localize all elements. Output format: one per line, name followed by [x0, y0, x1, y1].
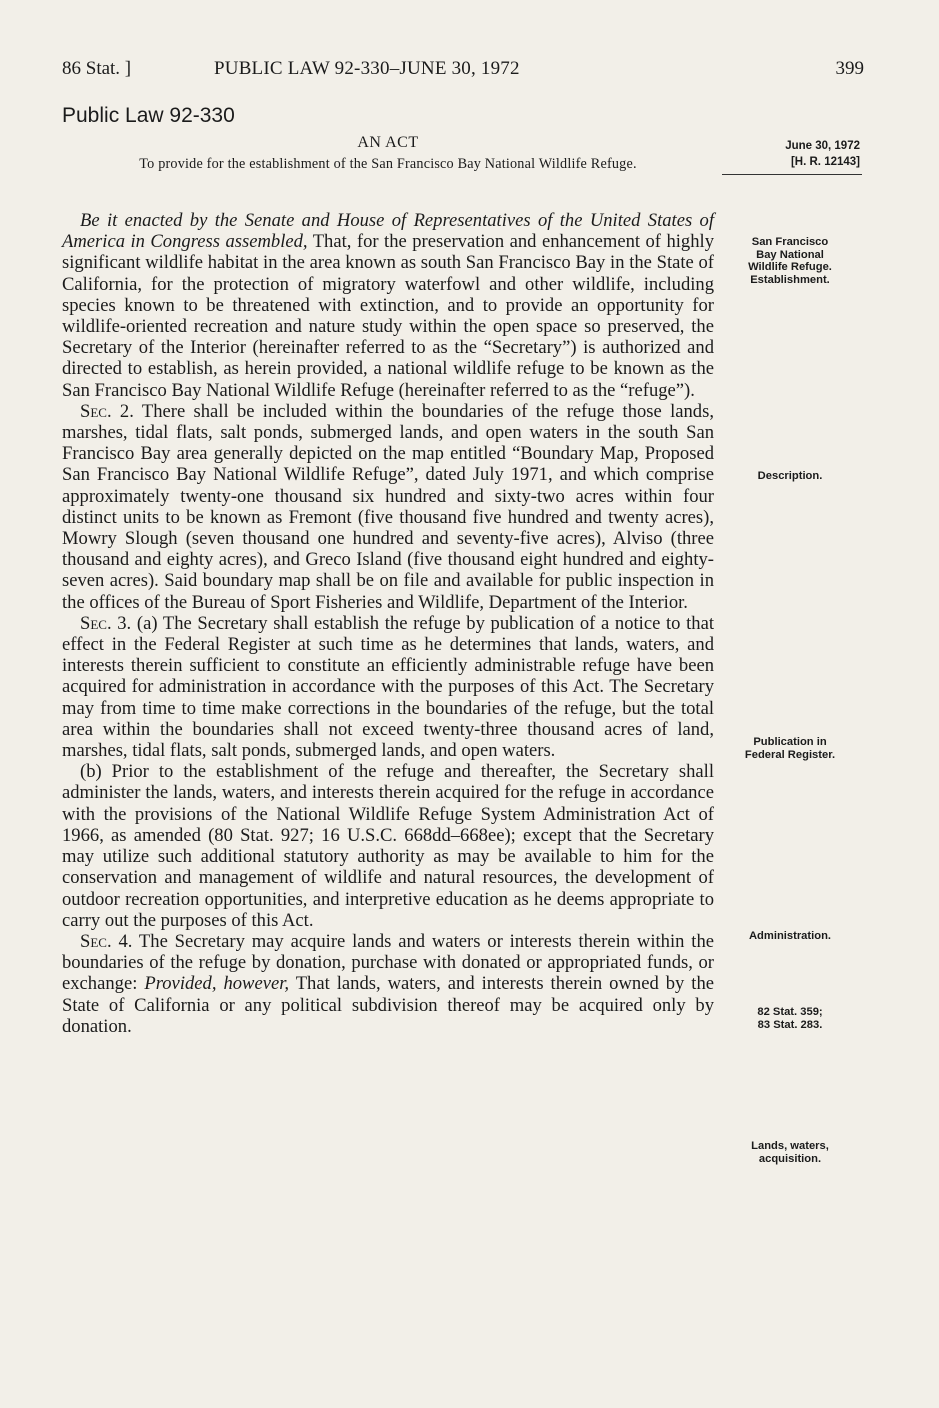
margin-note-line: Wildlife Refuge. — [748, 261, 832, 273]
margin-note-line: Establishment. — [750, 273, 830, 286]
running-head-title: PUBLIC LAW 92-330–JUNE 30, 1972 — [214, 58, 520, 79]
margin-note-line: Lands, waters, — [751, 1140, 829, 1152]
statute-body — [62, 210, 714, 1037]
running-head — [62, 58, 864, 84]
public-law-title: Public Law 92-330 — [62, 104, 235, 127]
margin-note-lands — [722, 1140, 858, 1165]
section-4-proviso: Provided, however, — [144, 973, 290, 995]
margin-note-statutes — [722, 1006, 858, 1031]
enacting-text: That, for the preservation and enhancement of highly significant wildlife habitat in the area known as south San Francisco Bay in the State of California, for the protection of migratory waterfowl and other wildlife, including species known to be threatened with extinction, and to provide an opportunity for wildlife-oriented recreation and nature study within the open space so preserved, the Secretary of the Interior (hereinafter referred to as the “Secretary”) is authorized and directed to establish, as herein provided, a national wildlife refuge to be known as the San Francisco Bay National Wildlife Refuge (hereinafter referred to as the “refuge”). — [62, 231, 714, 401]
section-3a — [62, 613, 714, 761]
margin-note-line: Administration. — [748, 930, 832, 942]
enacting-italic: Be it enacted by the Senate and House of Representatives of the United States of America in Congress assembled, — [62, 210, 714, 253]
section-4-label: Sec. 4. — [80, 930, 133, 952]
section-3a-text: (a) The Secretary shall establish the refuge by publication of a notice to that effect in the Federal Register at such time as he determines that lands, waters, and interests therein sufficient to constitute an efficiently administrable refuge have been acquired for administration in accordance with the purposes of this Act. The Secretary may from time to time make corrections in the boundaries of the refuge, but the total area within the boundaries shall not exceed twenty-three thousand acres of land, marshes, tidal flats, salt ponds, submerged lands, and open waters. — [62, 612, 714, 762]
section-3b-text: (b) Prior to the establishment of the refuge and thereafter, the Secretary shall administer the lands, waters, and interests therein acquired for the refuge in accordance with the provisions of the National Wildlife Refuge System Administration Act of 1966, as amended (80 Stat. 927; 16 U.S.C. 668dd–668ee); except that the Secretary may utilize such additional statutory authority as may be available to him for the conservation and management of wildlife and natural resources, the development of outdoor recreation opportunities, and interpretive education as he deems appropriate to carry out the purposes of this Act. — [62, 761, 714, 931]
enacting-clause — [62, 210, 714, 401]
section-3-label: Sec. 3. — [80, 612, 132, 634]
date-block — [722, 138, 860, 170]
act-purpose: To provide for the establishment of the San Francisco Bay National Wildlife Refuge. — [139, 156, 637, 172]
section-2-text: There shall be included within the boundaries of the refuge those lands, marshes, tidal flats, salt ponds, submerged lands, and open waters in the south San Francisco Bay area generally depicted on the map entitled “Boundary Map, Proposed San Francisco Bay National Wildlife Refuge”, dated July 1971, and which comprise approximately twenty-one thousand six hundred and sixty-two acres within four distinct units to be known as Fremont (five thousand five hundred and twenty acres), Mowry Slough (seven thousand one hundred and seventy-five acres), Alviso (three thousand and eighty acres), and Greco Island (five thousand eight hundred and eighty-seven acres). Said boundary map shall be on file and available for public inspection in the offices of the Bureau of Sport Fisheries and Wildlife, Department of the Interior. — [62, 400, 714, 613]
section-4-text: The Secretary may acquire lands and waters or interests therein within the boundaries of the refuge by donation, purchase with donated or appropriated funds, or exchange: — [62, 930, 714, 995]
margin-note-line: Publication in — [753, 736, 827, 748]
page-number: 399 — [835, 58, 864, 79]
margin-note-administration — [722, 930, 858, 943]
section-2 — [62, 401, 714, 613]
margin-note-line: 83 Stat. 283. — [757, 1018, 823, 1031]
margin-note-publication — [722, 736, 858, 761]
an-act-heading: AN ACT — [357, 134, 419, 151]
margin-note-description — [722, 470, 858, 483]
bill-number: [H. R. 12143] — [790, 156, 860, 168]
section-3b — [62, 761, 714, 931]
margin-note-establishment — [722, 236, 858, 286]
enactment-date: June 30, 1972 — [785, 140, 860, 152]
section-2-label: Sec. 2. — [80, 400, 134, 422]
header-rule — [722, 174, 862, 175]
margin-note-line: San Francisco — [751, 236, 829, 248]
margin-note-line: Federal Register. — [744, 748, 836, 761]
section-4 — [62, 931, 714, 1037]
margin-note-line: 82 Stat. 359; — [757, 1006, 823, 1018]
section-4-text-end: That lands, waters, and interests therein owned by the State of California or any political subdivision thereof may be acquired only by donation. — [62, 973, 715, 1037]
margin-note-line: acquisition. — [758, 1152, 822, 1165]
running-head-left: 86 Stat. ] — [62, 58, 132, 79]
margin-note-line: Bay National — [756, 248, 824, 261]
margin-note-line: Description. — [757, 470, 823, 482]
